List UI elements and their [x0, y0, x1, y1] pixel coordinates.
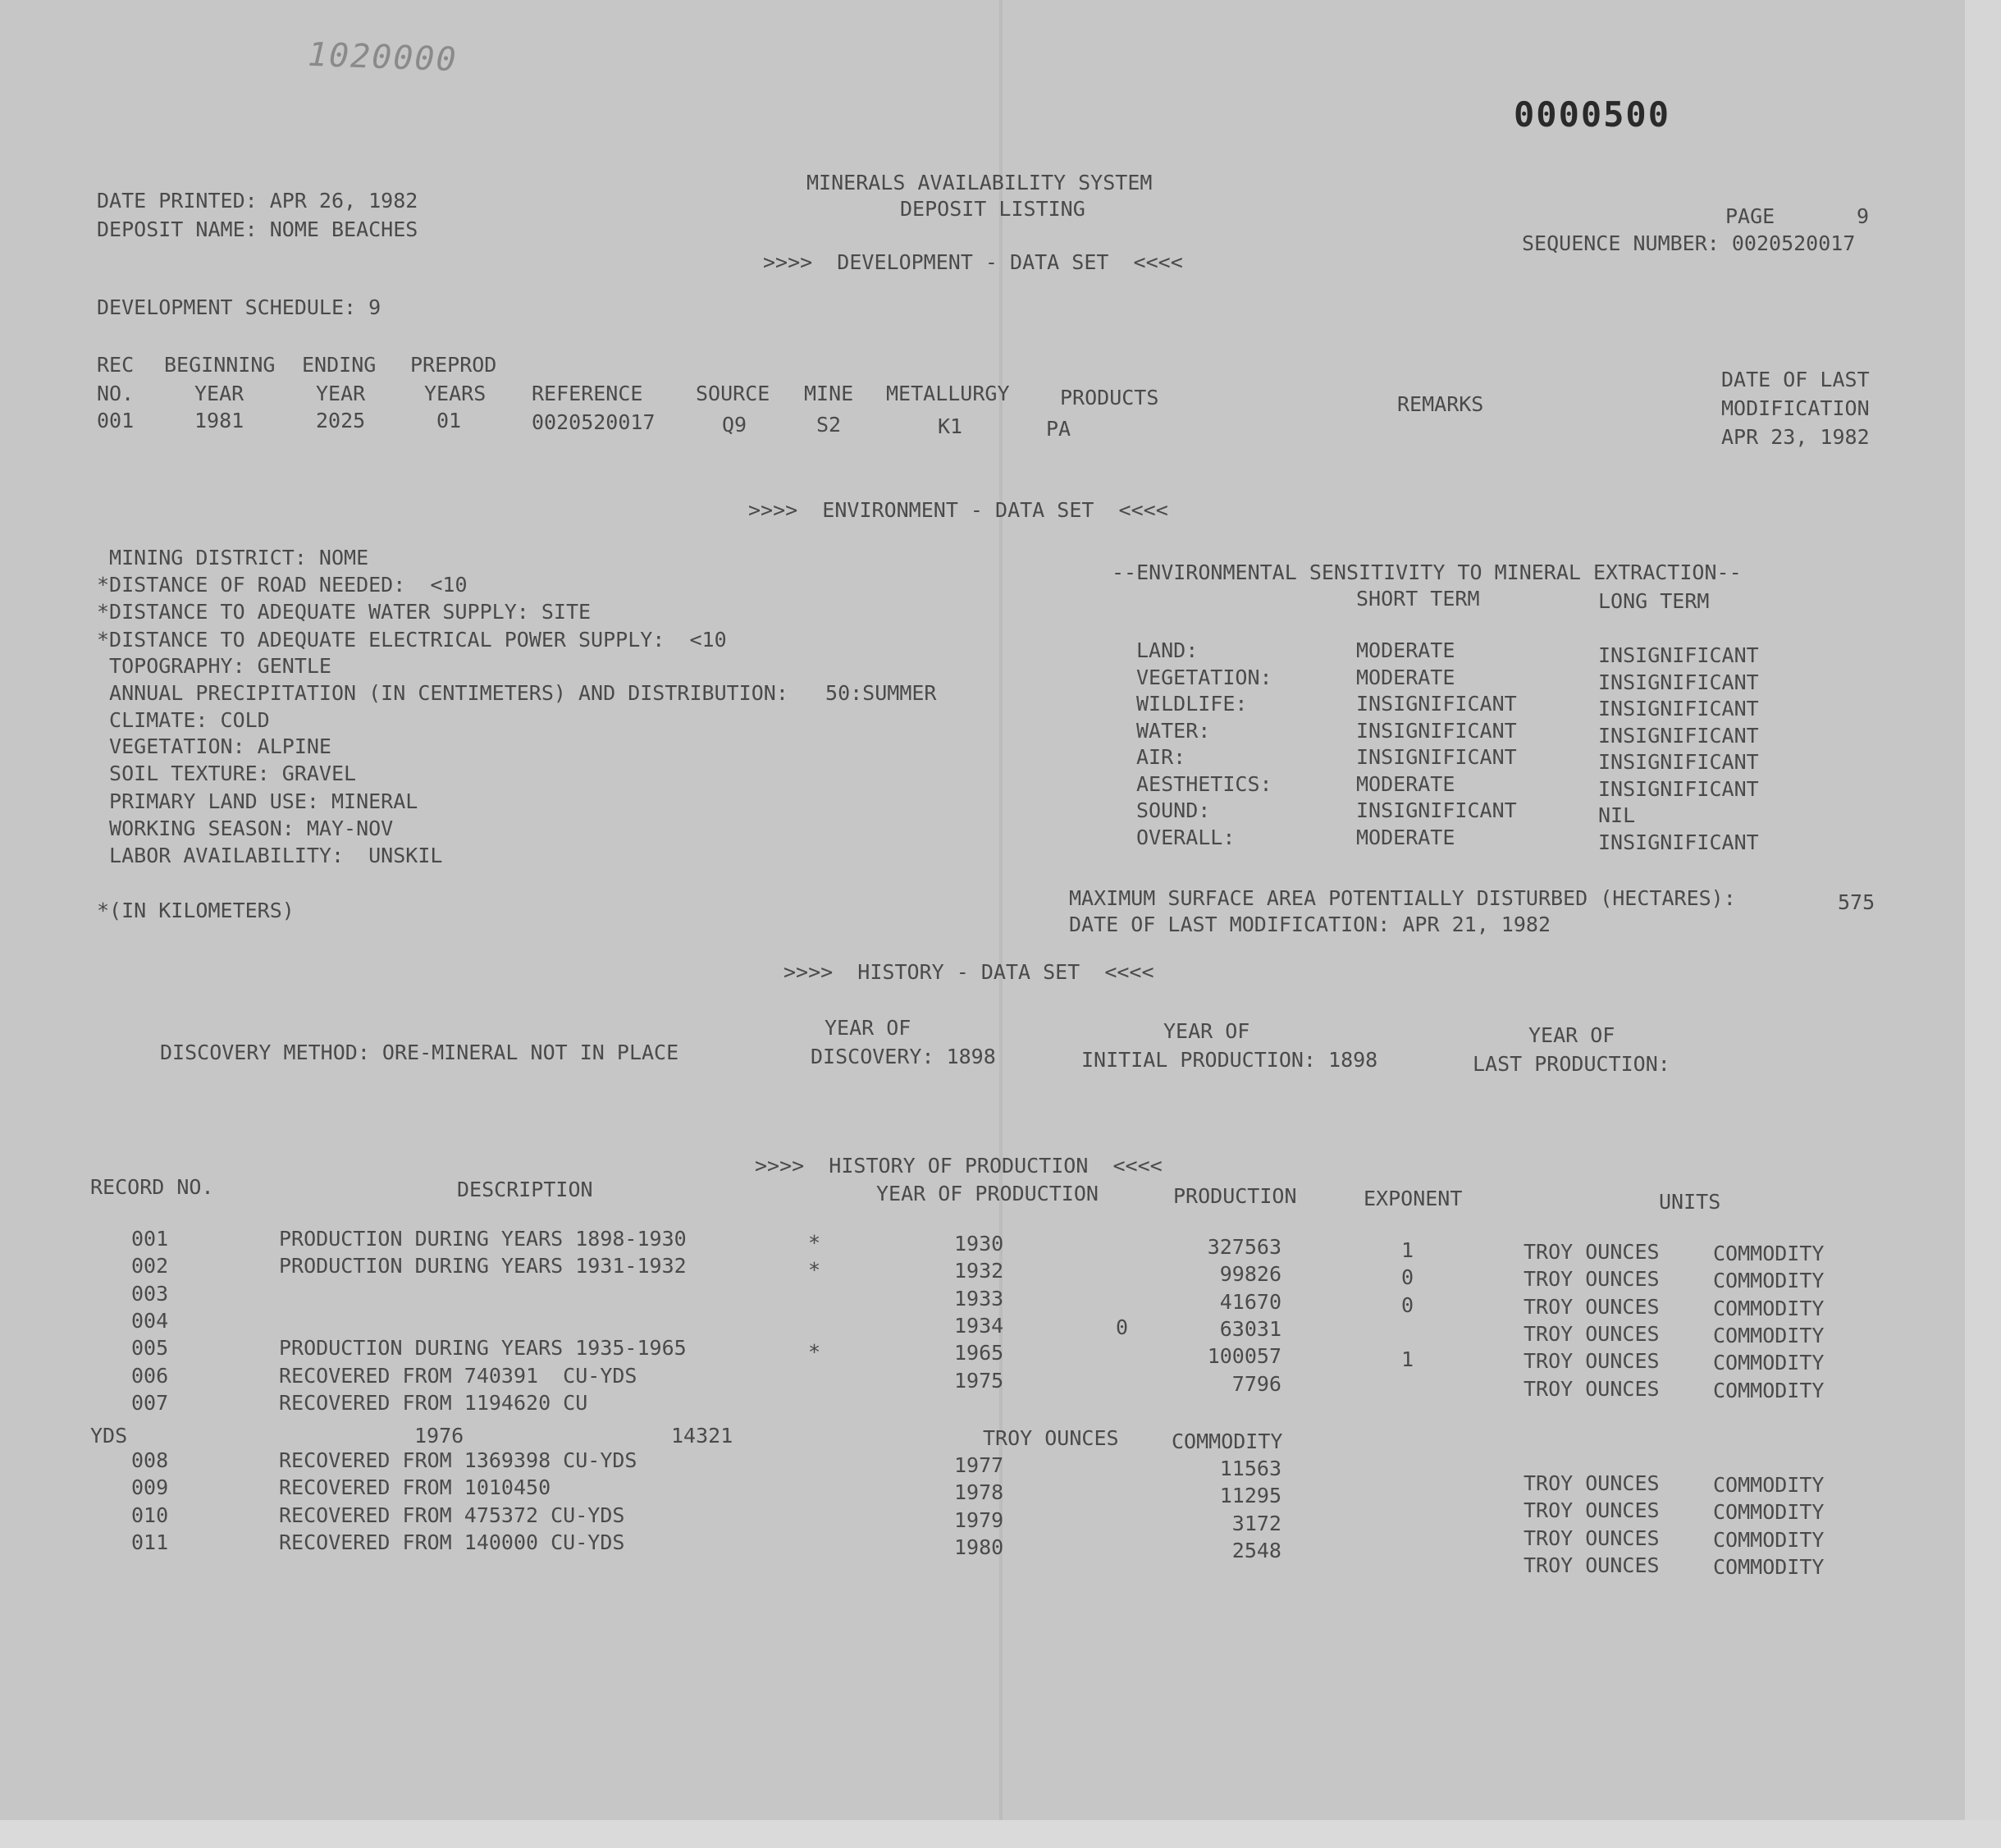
- production-year: 1965: [954, 1341, 1004, 1365]
- production-year: 1978: [954, 1480, 1004, 1504]
- sensitivity-label: VEGETATION:: [1136, 666, 1272, 689]
- production-year: 1932: [954, 1259, 1004, 1283]
- production-commodity: COMMODITY: [1713, 1351, 1825, 1375]
- production-commodity: COMMODITY: [1713, 1528, 1825, 1552]
- production-record-no: 005: [131, 1336, 169, 1360]
- production-description: RECOVERED FROM 1010450: [279, 1475, 551, 1499]
- production-exponent: 0: [1401, 1293, 1414, 1317]
- year-of-initial-label: YEAR OF: [1163, 1019, 1250, 1043]
- production-record-no: 007: [131, 1391, 169, 1415]
- discovery-year: DISCOVERY: 1898: [811, 1045, 996, 1068]
- sensitivity-short-term: MODERATE: [1356, 638, 1455, 662]
- environment-line: MINING DISTRICT: NOME: [97, 546, 369, 569]
- production-value: 100057: [1207, 1344, 1281, 1368]
- dev-header-rec-no: NO.: [97, 382, 135, 405]
- production-description: RECOVERED FROM 475372 CU-YDS: [279, 1503, 625, 1527]
- production-unit: TROY OUNCES: [1524, 1322, 1660, 1346]
- max-area-label: MAXIMUM SURFACE AREA POTENTIALLY DISTURBED (HECTARES):: [1069, 886, 1736, 910]
- dev-row-begin: 1981: [194, 409, 244, 432]
- production-description: PRODUCTION DURING YEARS 1931-1932: [279, 1254, 687, 1278]
- environment-section-title: >>>> ENVIRONMENT - DATA SET <<<<: [748, 498, 1168, 522]
- production-description: RECOVERED FROM 1194620 CU: [279, 1391, 588, 1415]
- production-value: 11563: [1219, 1457, 1281, 1480]
- development-section-title: >>>> DEVELOPMENT - DATA SET <<<<: [763, 250, 1183, 274]
- listing-title: DEPOSIT LISTING: [900, 197, 1085, 221]
- wrap-year: 1976: [414, 1424, 464, 1448]
- production-description: RECOVERED FROM 740391 CU-YDS: [279, 1364, 637, 1388]
- sensitivity-short-term: MODERATE: [1356, 772, 1455, 796]
- environment-line: CLIMATE: COLD: [97, 708, 270, 732]
- sensitivity-short-term: MODERATE: [1356, 826, 1455, 849]
- production-footnote-marker: *: [808, 1258, 821, 1282]
- prod-header-description: DESCRIPTION: [457, 1178, 593, 1201]
- sensitivity-label: WILDLIFE:: [1136, 692, 1248, 716]
- environment-line: *DISTANCE OF ROAD NEEDED: <10: [97, 573, 468, 597]
- environment-line: SOIL TEXTURE: GRAVEL: [97, 762, 357, 785]
- dev-header-preprod: PREPROD: [410, 353, 497, 377]
- production-unit: TROY OUNCES: [1524, 1295, 1660, 1319]
- short-term-header: SHORT TERM: [1356, 587, 1480, 611]
- prod-header-production: PRODUCTION: [1173, 1184, 1297, 1208]
- production-year: 1977: [954, 1453, 1004, 1477]
- page-number: 9: [1857, 204, 1870, 228]
- dev-header-modification: MODIFICATION: [1721, 396, 1870, 420]
- production-unit: TROY OUNCES: [1524, 1553, 1660, 1577]
- sensitivity-short-term: MODERATE: [1356, 666, 1455, 689]
- paper-edge-right: [1965, 0, 2001, 1848]
- dev-row-products: PA: [1046, 417, 1071, 441]
- dev-header-beginning-year: YEAR: [194, 382, 244, 405]
- dev-header-ending: ENDING: [302, 353, 377, 377]
- deposit-name: DEPOSIT NAME: NOME BEACHES: [97, 217, 418, 241]
- sensitivity-label: OVERALL:: [1136, 826, 1236, 849]
- dev-row-metallurgy: K1: [938, 414, 963, 438]
- production-year: 1933: [954, 1287, 1004, 1311]
- production-commodity: COMMODITY: [1713, 1269, 1825, 1292]
- production-value: 41670: [1219, 1290, 1281, 1314]
- production-commodity: COMMODITY: [1713, 1555, 1825, 1579]
- wrap-unit: TROY OUNCES: [983, 1426, 1119, 1450]
- wrap-lead: YDS: [90, 1424, 128, 1448]
- dev-header-date-of-last: DATE OF LAST: [1721, 368, 1870, 391]
- production-interim-value: 0: [1116, 1315, 1129, 1339]
- production-value: 7796: [1231, 1372, 1281, 1396]
- production-commodity: COMMODITY: [1713, 1324, 1825, 1347]
- production-value: 11295: [1219, 1484, 1281, 1507]
- page-label: PAGE: [1725, 204, 1775, 228]
- sensitivity-long-term: INSIGNIFICANT: [1598, 724, 1759, 748]
- environment-footnote: *(IN KILOMETERS): [97, 899, 295, 922]
- dev-header-mine: MINE: [804, 382, 854, 405]
- dev-header-reference: REFERENCE: [532, 382, 643, 405]
- stamp-number: 0000500: [1514, 94, 1671, 135]
- production-commodity: COMMODITY: [1713, 1379, 1825, 1402]
- dev-header-preprod-years: YEARS: [424, 382, 487, 405]
- sensitivity-short-term: INSIGNIFICANT: [1356, 798, 1517, 822]
- production-year: 1930: [954, 1232, 1004, 1256]
- dev-row-preprod: 01: [436, 409, 462, 432]
- sensitivity-label: LAND:: [1136, 638, 1199, 662]
- production-unit: TROY OUNCES: [1524, 1240, 1660, 1264]
- sequence-number: SEQUENCE NUMBER: 0020520017: [1522, 231, 1856, 255]
- handwritten-number: 1020000: [307, 35, 459, 80]
- production-year: 1980: [954, 1535, 1004, 1559]
- dev-header-source: SOURCE: [696, 382, 770, 405]
- production-exponent: 0: [1401, 1265, 1414, 1289]
- production-commodity: COMMODITY: [1713, 1473, 1825, 1497]
- wrap-commodity: COMMODITY: [1172, 1429, 1283, 1453]
- last-production: LAST PRODUCTION:: [1473, 1052, 1670, 1076]
- production-year: 1934: [954, 1314, 1004, 1338]
- environment-line: *DISTANCE TO ADEQUATE WATER SUPPLY: SITE: [97, 600, 592, 624]
- dev-row-source: Q9: [722, 413, 747, 437]
- year-of-discovery-label: YEAR OF: [825, 1016, 911, 1040]
- environment-line: ANNUAL PRECIPITATION (IN CENTIMETERS) AND DISTRIBUTION: 50:SUMMER: [97, 681, 937, 705]
- sensitivity-label: AIR:: [1136, 745, 1186, 769]
- production-value: 2548: [1231, 1539, 1281, 1562]
- dev-header-beginning: BEGINNING: [164, 353, 276, 377]
- production-record-no: 010: [131, 1503, 169, 1527]
- production-value: 63031: [1219, 1317, 1281, 1341]
- environment-line: LABOR AVAILABILITY: UNSKIL: [97, 844, 443, 867]
- environment-line: WORKING SEASON: MAY-NOV: [97, 817, 394, 840]
- production-unit: TROY OUNCES: [1524, 1471, 1660, 1495]
- production-unit: TROY OUNCES: [1524, 1267, 1660, 1291]
- environment-line: *DISTANCE TO ADEQUATE ELECTRICAL POWER SUPPLY: <10: [97, 628, 727, 652]
- history-section-title: >>>> HISTORY - DATA SET <<<<: [783, 960, 1154, 984]
- production-year: 1975: [954, 1369, 1004, 1393]
- dev-header-rec: REC: [97, 353, 135, 377]
- initial-production: INITIAL PRODUCTION: 1898: [1081, 1048, 1378, 1072]
- production-year: 1979: [954, 1508, 1004, 1532]
- production-footnote-marker: *: [808, 1340, 821, 1364]
- production-record-no: 008: [131, 1448, 169, 1472]
- production-description: PRODUCTION DURING YEARS 1898-1930: [279, 1227, 687, 1251]
- sensitivity-long-term: INSIGNIFICANT: [1598, 670, 1759, 694]
- dev-header-remarks: REMARKS: [1397, 392, 1484, 416]
- dev-header-products: PRODUCTS: [1060, 386, 1159, 409]
- sensitivity-long-term: INSIGNIFICANT: [1598, 830, 1759, 854]
- system-title: MINERALS AVAILABILITY SYSTEM: [806, 171, 1153, 194]
- sensitivity-title: --ENVIRONMENTAL SENSITIVITY TO MINERAL EXTRACTION--: [1112, 560, 1742, 584]
- dev-row-date: APR 23, 1982: [1721, 425, 1870, 449]
- environment-line: PRIMARY LAND USE: MINERAL: [97, 789, 418, 813]
- date-printed: DATE PRINTED: APR 26, 1982: [97, 189, 418, 213]
- wrap-production: 14321: [671, 1424, 733, 1448]
- production-value: 3172: [1231, 1512, 1281, 1535]
- production-value: 327563: [1207, 1235, 1281, 1259]
- long-term-header: LONG TERM: [1598, 589, 1710, 613]
- sensitivity-long-term: INSIGNIFICANT: [1598, 777, 1759, 801]
- sensitivity-short-term: INSIGNIFICANT: [1356, 719, 1517, 743]
- sensitivity-long-term: INSIGNIFICANT: [1598, 750, 1759, 774]
- max-area-value: 575: [1838, 890, 1875, 914]
- production-section-title: >>>> HISTORY OF PRODUCTION <<<<: [755, 1154, 1163, 1178]
- prod-header-record: RECORD NO.: [90, 1175, 214, 1199]
- sensitivity-short-term: INSIGNIFICANT: [1356, 692, 1517, 716]
- sensitivity-label: AESTHETICS:: [1136, 772, 1272, 796]
- production-commodity: COMMODITY: [1713, 1500, 1825, 1524]
- production-unit: TROY OUNCES: [1524, 1349, 1660, 1373]
- dev-header-ending-year: YEAR: [316, 382, 366, 405]
- production-unit: TROY OUNCES: [1524, 1526, 1660, 1550]
- env-date-last-modification: DATE OF LAST MODIFICATION: APR 21, 1982: [1069, 913, 1551, 936]
- sensitivity-label: WATER:: [1136, 719, 1211, 743]
- sensitivity-long-term: INSIGNIFICANT: [1598, 643, 1759, 667]
- paper-edge-bottom: [0, 1820, 2001, 1848]
- prod-header-units: UNITS: [1659, 1190, 1721, 1214]
- year-of-last-label: YEAR OF: [1528, 1023, 1615, 1047]
- sensitivity-short-term: INSIGNIFICANT: [1356, 745, 1517, 769]
- production-unit: TROY OUNCES: [1524, 1377, 1660, 1401]
- production-footnote-marker: *: [808, 1231, 821, 1255]
- production-record-no: 002: [131, 1254, 169, 1278]
- production-value: 99826: [1219, 1262, 1281, 1286]
- production-record-no: 009: [131, 1475, 169, 1499]
- development-schedule: DEVELOPMENT SCHEDULE: 9: [97, 295, 381, 319]
- sensitivity-label: SOUND:: [1136, 798, 1211, 822]
- production-commodity: COMMODITY: [1713, 1297, 1825, 1320]
- production-commodity: COMMODITY: [1713, 1242, 1825, 1265]
- production-description: RECOVERED FROM 140000 CU-YDS: [279, 1530, 625, 1554]
- dev-row-mine: S2: [816, 413, 842, 437]
- production-exponent: 1: [1401, 1347, 1414, 1371]
- sensitivity-long-term: INSIGNIFICANT: [1598, 697, 1759, 720]
- production-unit: TROY OUNCES: [1524, 1498, 1660, 1522]
- production-description: PRODUCTION DURING YEARS 1935-1965: [279, 1336, 687, 1360]
- production-description: RECOVERED FROM 1369398 CU-YDS: [279, 1448, 637, 1472]
- prod-header-exponent: EXPONENT: [1364, 1187, 1463, 1210]
- dev-header-metallurgy: METALLURGY: [886, 382, 1010, 405]
- production-record-no: 003: [131, 1282, 169, 1306]
- dev-row-rec: 001: [97, 409, 135, 432]
- production-record-no: 006: [131, 1364, 169, 1388]
- environment-line: VEGETATION: ALPINE: [97, 734, 331, 758]
- production-exponent: 1: [1401, 1238, 1414, 1262]
- discovery-method: DISCOVERY METHOD: ORE-MINERAL NOT IN PLACE: [160, 1041, 679, 1064]
- production-record-no: 001: [131, 1227, 169, 1251]
- production-record-no: 011: [131, 1530, 169, 1554]
- production-record-no: 004: [131, 1309, 169, 1333]
- environment-line: TOPOGRAPHY: GENTLE: [97, 654, 331, 678]
- prod-header-year: YEAR OF PRODUCTION: [876, 1182, 1099, 1205]
- dev-row-reference: 0020520017: [532, 410, 656, 434]
- sensitivity-long-term: NIL: [1598, 803, 1636, 827]
- dev-row-end: 2025: [316, 409, 366, 432]
